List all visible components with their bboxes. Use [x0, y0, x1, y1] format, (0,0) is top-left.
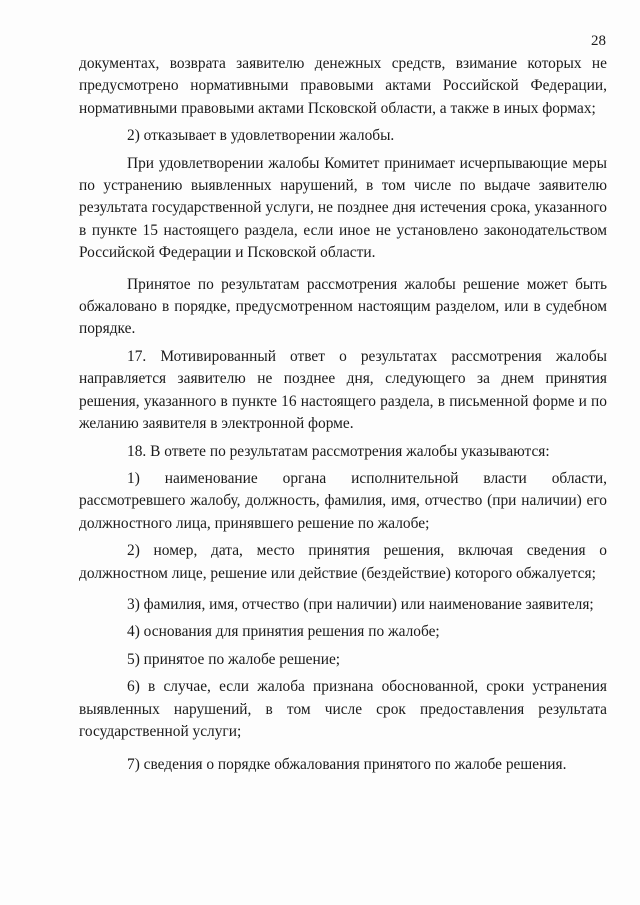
list-item-2-decision-details: 2) номер, дата, место принятия решения, включая сведения о должностном лице, решение или действие (бездействие) которого обжалуется; — [79, 542, 607, 582]
list-item-7-appeal-procedure: 7) сведения о порядке обжалования принятого по жалобе решения. — [127, 756, 567, 774]
paragraph-refusal: 2) отказывает в удовлетворении жалобы. — [127, 127, 395, 145]
list-item-6-remediation-terms: 6) в случае, если жалоба признана обоснованной, сроки устранения выявленных нарушений, в том числе срок предоставления результата государственной услуги; — [79, 678, 607, 740]
page-number: 28 — [591, 33, 606, 49]
list-item-5-decision: 5) принятое по жалобе решение; — [127, 650, 341, 668]
list-item-4-decision-grounds: 4) основания для принятия решения по жалобе; — [127, 623, 440, 641]
list-item-3-applicant-name: 3) фамилия, имя, отчество (при наличии) или наименование заявителя; — [127, 595, 594, 613]
document-body — [79, 53, 607, 777]
list-item-1-authority-name: 1) наименование органа исполнительной власти области, рассмотревшего жалобу, должность, фамилия, имя, отчество (при наличии) его должностного лица, принявшего решение по жалобе; — [79, 469, 607, 532]
paragraph-appeal-decision: Принятое по результатам рассмотрения жалобы решение может быть обжаловано в порядке, предусмотренном настоящим разделом, или в судебном порядке. — [79, 275, 607, 338]
paragraph-17-reasoned-answer: 17. Мотивированный ответ о результатах рассмотрения жалобы направляется заявителю не позднее дня, следующего за днем принятия решения, указанного в пункте 16 настоящего раздела, в письменной форме и по желанию заявителя в электронной форме. — [79, 347, 607, 433]
paragraph-satisfaction-measures: При удовлетворении жалобы Комитет принимает исчерпывающие меры по устранению выявленных нарушений, в том числе по выдаче заявителю результата государственной услуги, не позднее дня истечения срока, указанного в пункте 15 настоящего раздела, если иное не установлено законодательством Российской Федерации и Псковской области. — [79, 154, 607, 262]
paragraph-18-answer-contents: 18. В ответе по результатам рассмотрения жалобы указываются: — [127, 442, 550, 460]
paragraph-continuation: документах, возврата заявителю денежных средств, взимание которых не предусмотрено нормативными правовыми актами Российской Федерации, нормативными правовыми актами Псковской области, а также в иных формах; — [79, 55, 607, 117]
